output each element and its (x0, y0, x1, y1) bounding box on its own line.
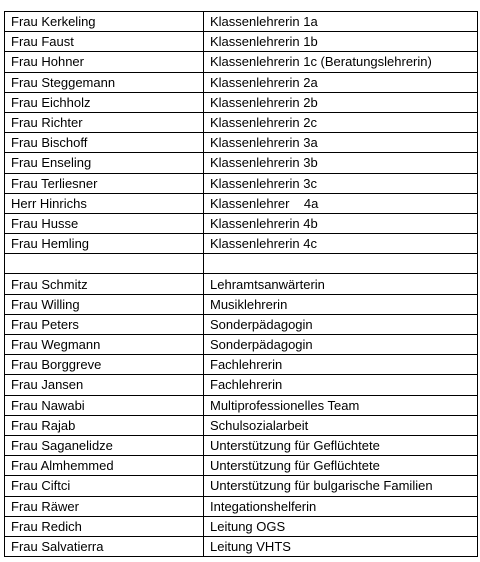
table-row (5, 12, 478, 32)
staff-role-cell: Schulsozialarbeit (204, 415, 478, 435)
table-row (5, 274, 478, 294)
table-row (5, 335, 478, 355)
table-row (5, 516, 478, 536)
staff-name-cell: Frau Hohner (5, 52, 204, 72)
staff-name-cell: Frau Bischoff (5, 133, 204, 153)
table-row (5, 294, 478, 314)
spacer-row (5, 254, 478, 274)
staff-name-cell: Frau Saganelidze (5, 435, 204, 455)
staff-role-cell (204, 254, 478, 274)
staff-name-cell: Frau Willing (5, 294, 204, 314)
table-row (5, 435, 478, 455)
table-row (5, 52, 478, 72)
staff-role-cell: Klassenlehrerin 4b (204, 213, 478, 233)
staff-role-cell: Fachlehrerin (204, 375, 478, 395)
staff-name-cell: Frau Steggemann (5, 72, 204, 92)
staff-role-cell: Unterstützung für Geflüchtete (204, 435, 478, 455)
staff-role-cell: Klassenlehrerin 3a (204, 133, 478, 153)
staff-name-cell: Frau Ciftci (5, 476, 204, 496)
staff-name-cell: Frau Schmitz (5, 274, 204, 294)
staff-role-cell: Musiklehrerin (204, 294, 478, 314)
staff-name-cell: Frau Faust (5, 32, 204, 52)
staff-role-cell: Integationshelferin (204, 496, 478, 516)
staff-name-cell: Frau Borggreve (5, 355, 204, 375)
staff-name-cell: Frau Kerkeling (5, 12, 204, 32)
table-row (5, 234, 478, 254)
table-row (5, 456, 478, 476)
staff-name-cell: Herr Hinrichs (5, 193, 204, 213)
staff-role-cell: Klassenlehrerin 3b (204, 153, 478, 173)
staff-name-cell: Frau Husse (5, 213, 204, 233)
staff-table-body (5, 12, 478, 557)
staff-role-cell: Sonderpädagogin (204, 314, 478, 334)
staff-name-cell: Frau Redich (5, 516, 204, 536)
table-row (5, 92, 478, 112)
staff-name-cell: Frau Rajab (5, 415, 204, 435)
table-row (5, 536, 478, 556)
table-row (5, 213, 478, 233)
table-row (5, 476, 478, 496)
staff-name-cell: Frau Nawabi (5, 395, 204, 415)
staff-name-cell: Frau Enseling (5, 153, 204, 173)
table-row (5, 496, 478, 516)
table-row (5, 193, 478, 213)
table-row (5, 173, 478, 193)
staff-role-cell: Klassenlehrerin 2b (204, 92, 478, 112)
staff-role-cell: Klassenlehrerin 3c (204, 173, 478, 193)
table-row (5, 355, 478, 375)
staff-role-cell: Klassenlehrerin 2c (204, 112, 478, 132)
staff-name-cell: Frau Wegmann (5, 335, 204, 355)
staff-role-cell: Klassenlehrerin 2a (204, 72, 478, 92)
table-row (5, 133, 478, 153)
staff-role-cell: Leitung VHTS (204, 536, 478, 556)
staff-role-cell: Klassenlehrer 4a (204, 193, 478, 213)
table-row (5, 375, 478, 395)
staff-name-cell: Frau Richter (5, 112, 204, 132)
staff-table (4, 11, 478, 557)
staff-name-cell: Frau Hemling (5, 234, 204, 254)
staff-name-cell (5, 254, 204, 274)
staff-name-cell: Frau Terliesner (5, 173, 204, 193)
table-row (5, 72, 478, 92)
staff-role-cell: Klassenlehrerin 1c (Beratungslehrerin) (204, 52, 478, 72)
table-row (5, 395, 478, 415)
table-row (5, 415, 478, 435)
staff-name-cell: Frau Peters (5, 314, 204, 334)
staff-name-cell: Frau Räwer (5, 496, 204, 516)
staff-role-cell: Sonderpädagogin (204, 335, 478, 355)
table-row (5, 32, 478, 52)
staff-role-cell: Klassenlehrerin 1b (204, 32, 478, 52)
staff-name-cell: Frau Salvatierra (5, 536, 204, 556)
staff-role-cell: Multiprofessionelles Team (204, 395, 478, 415)
staff-role-cell: Klassenlehrerin 1a (204, 12, 478, 32)
table-row (5, 112, 478, 132)
staff-role-cell: Fachlehrerin (204, 355, 478, 375)
staff-role-cell: Unterstützung für Geflüchtete (204, 456, 478, 476)
table-row (5, 153, 478, 173)
staff-role-cell: Unterstützung für bulgarische Familien (204, 476, 478, 496)
staff-role-cell: Lehramtsanwärterin (204, 274, 478, 294)
staff-role-cell: Klassenlehrerin 4c (204, 234, 478, 254)
staff-name-cell: Frau Eichholz (5, 92, 204, 112)
staff-name-cell: Frau Jansen (5, 375, 204, 395)
staff-role-cell: Leitung OGS (204, 516, 478, 536)
table-row (5, 314, 478, 334)
staff-name-cell: Frau Almhemmed (5, 456, 204, 476)
